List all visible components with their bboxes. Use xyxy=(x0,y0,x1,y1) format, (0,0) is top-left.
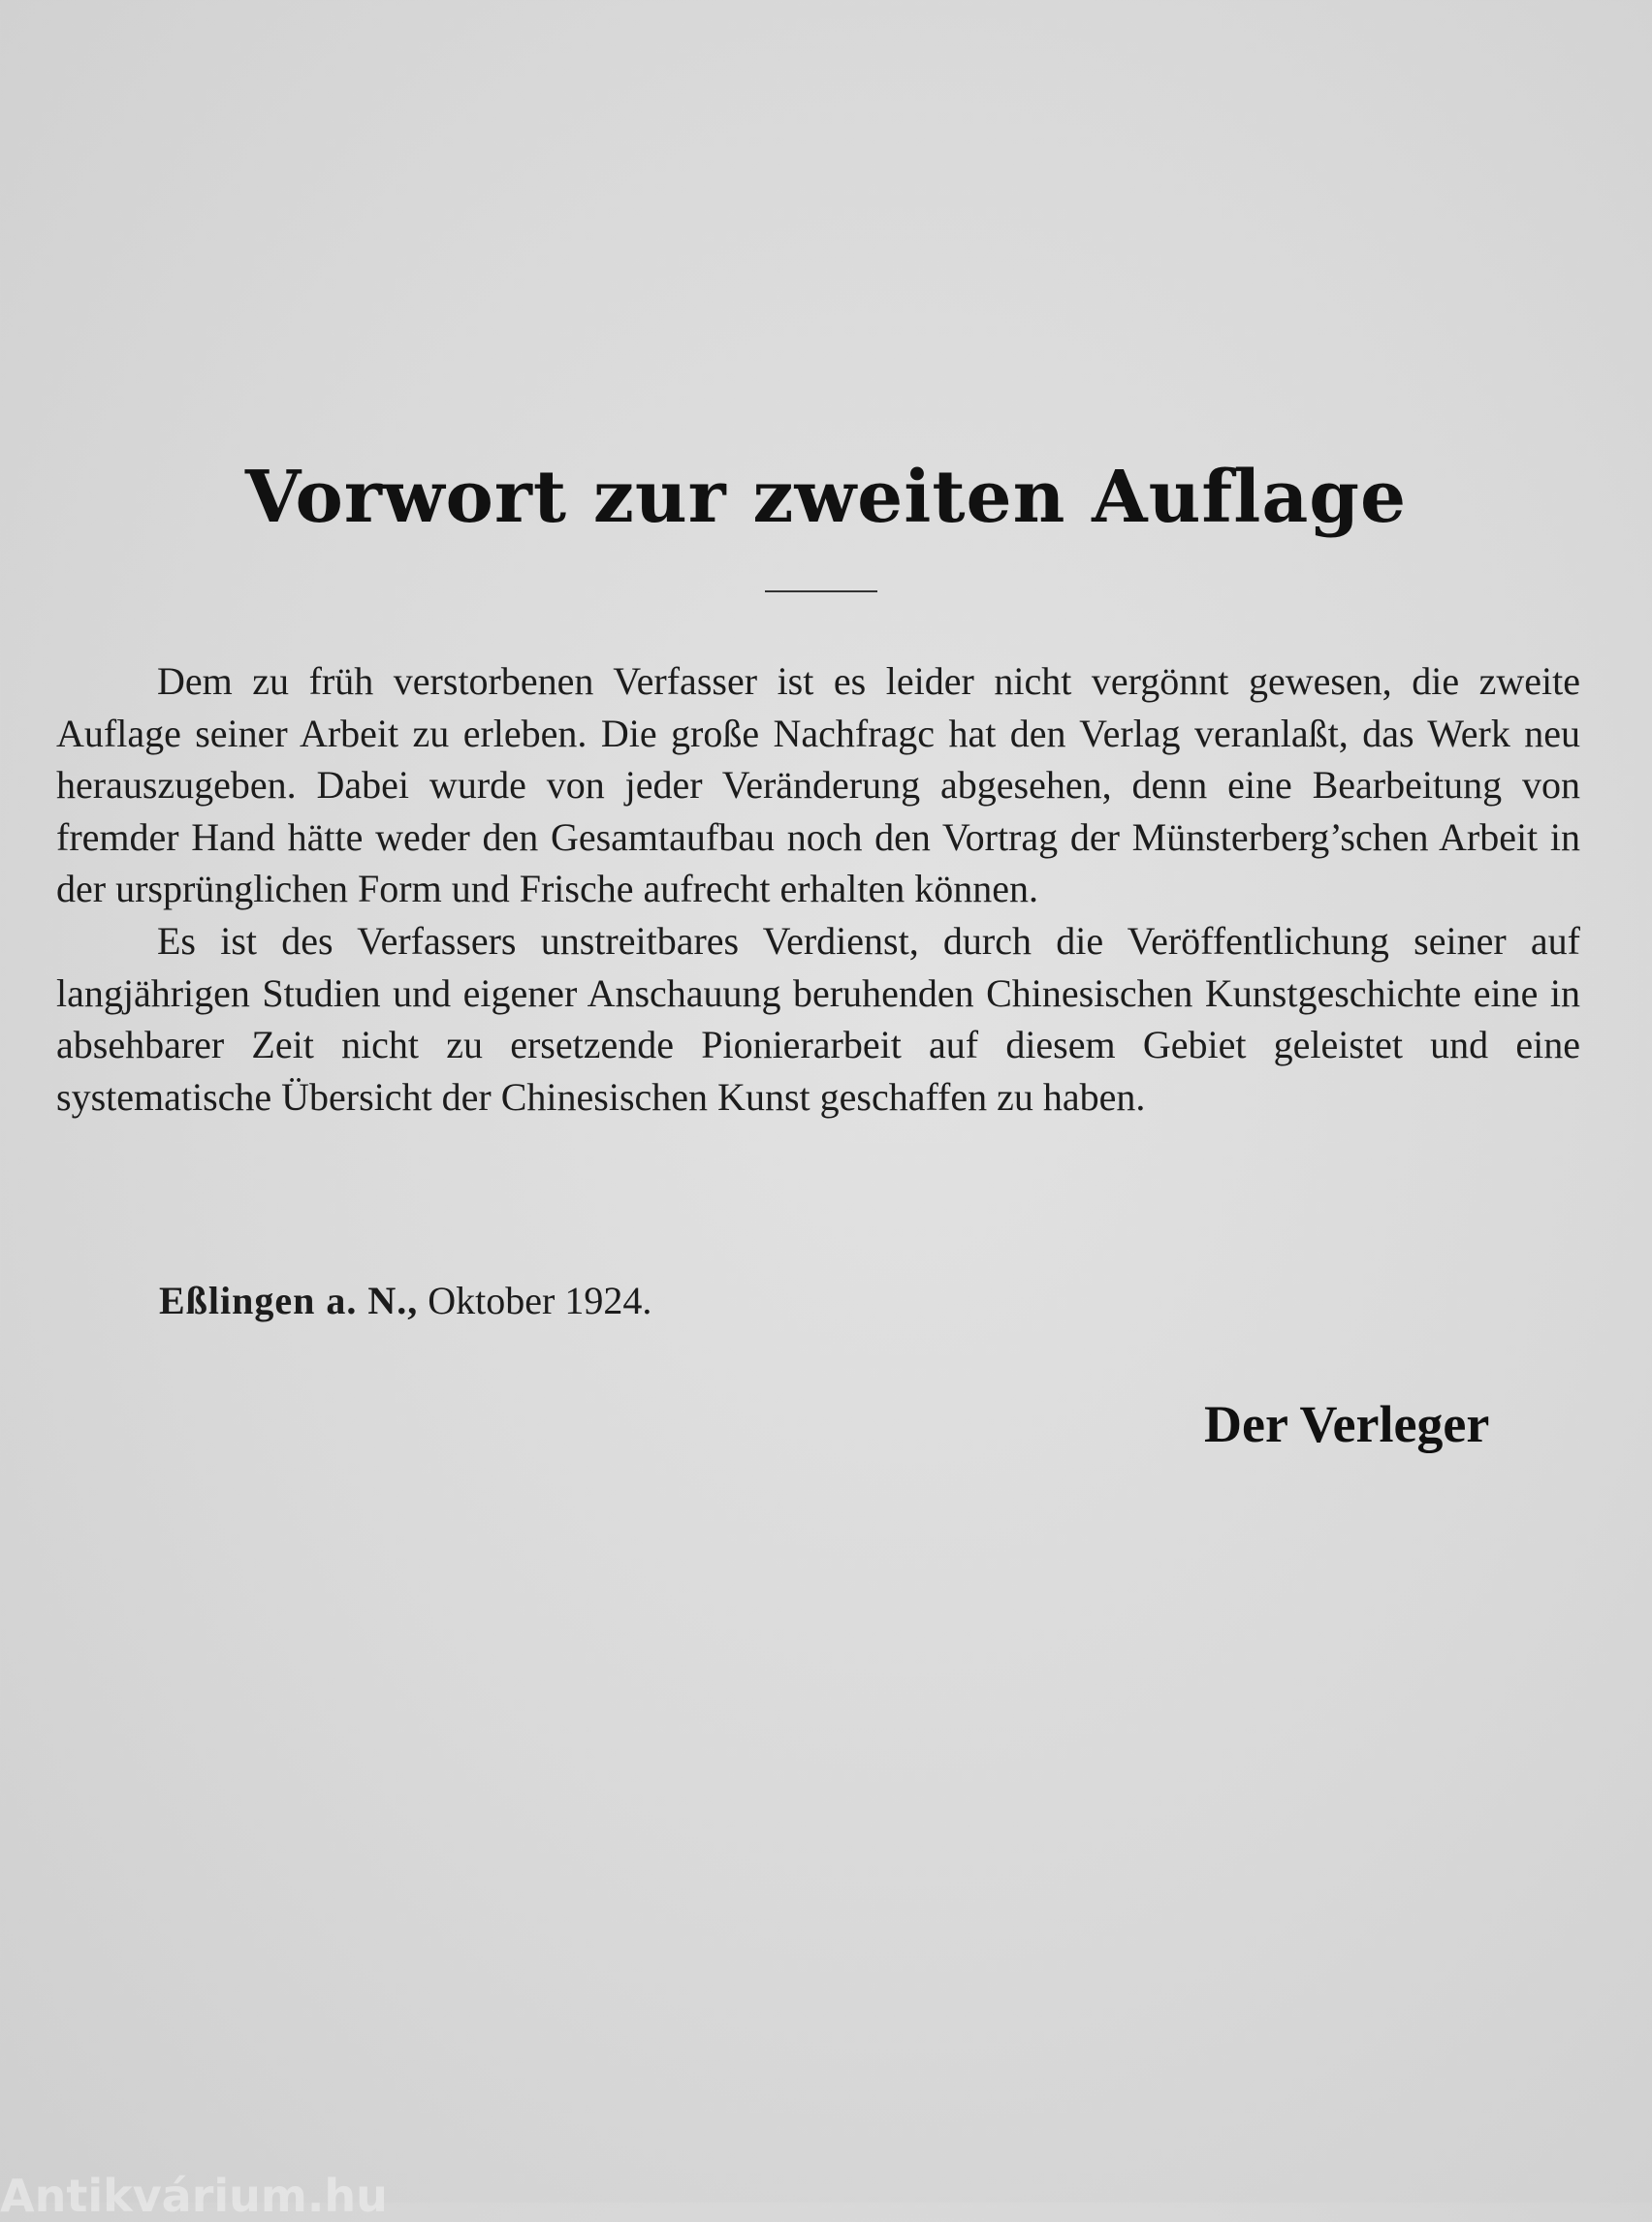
page-title: Vorwort zur zweiten Auflage xyxy=(244,456,1408,539)
watermark-text: Antikvárium.hu xyxy=(0,2170,388,2222)
place-name: Eßlingen a. N., xyxy=(159,1279,419,1322)
title-divider xyxy=(765,590,877,592)
body-text xyxy=(56,655,1580,1123)
date-text: Oktober 1924. xyxy=(428,1279,652,1322)
paragraph-2: Es ist des Verfassers unstreitbares Verdienst, durch die Veröffentlichung seiner auf langjährigen Studien und eigener Anschauung beruhenden Chinesischen Kunstgeschichte eine in absehbarer Zeit nicht zu ersetzende Pionierarbeit auf diesem Gebiet geleistet und eine systematische Übersicht der Chinesischen Kunst geschaffen zu haben. xyxy=(56,918,1580,1119)
place-date-line xyxy=(159,1278,651,1323)
signature: Der Verleger xyxy=(1204,1395,1490,1453)
paragraph-1: Dem zu früh verstorbenen Verfasser ist es leider nicht vergönnt gewesen, die zweite Auflage seiner Arbeit zu erleben. Die große Nachfragc hat den Verlag veranlaßt, das Werk neu herauszugeben. Dabei wurde von jeder Veränderung abgesehen, denn eine Bearbeitung von fremder Hand hätte weder den Gesamtaufbau noch den Vortrag der Münsterberg’schen Arbeit in der ursprünglichen Form und Frische aufrecht erhalten können. xyxy=(56,659,1580,911)
